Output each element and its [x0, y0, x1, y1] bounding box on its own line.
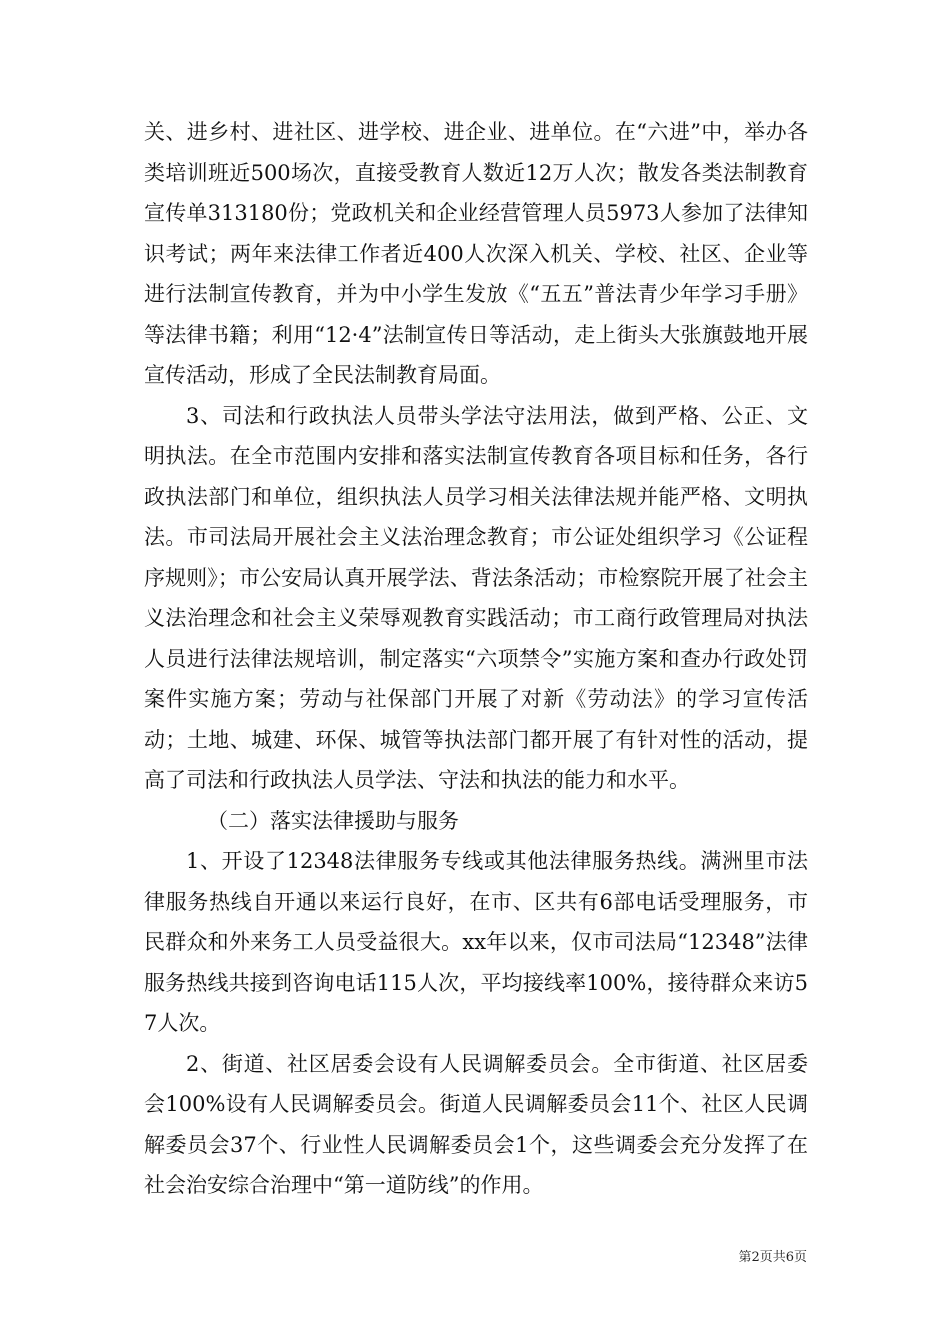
page-number-footer: 第2页共6页: [738, 1250, 807, 1265]
paragraph-item-3: 3、司法和行政执法人员带头学法守法用法，做到严格、公正、文明执法。在全市范围内安排和落实法制宣传教育各项目标和任务，各行政执法部门和单位，组织执法人员学习相关法律法规并能严格、文明执法。市司法局开展社会主义法治理念教育；市公证处组织学习《公证程序规则》；市公安局认真开展学法、背法条活动；市检察院开展了社会主义法治理念和社会主义荣辱观教育实践活动；市工商行政管理局对执法人员进行法律法规培训，制定落实“六项禁令”实施方案和查办行政处罚案件实施方案；劳动与社保部门开展了对新《劳动法》的学习宣传活动；土地、城建、环保、城管等执法部门都开展了有针对性的活动，提高了司法和行政执法人员学法、守法和执法的能力和水平。: [144, 403, 808, 792]
paragraph-intro-continued: 关、进乡村、进社区、进学校、进企业、进单位。在“六进”中，举办各类培训班近500场次，直接受教育人数近12万人次；散发各类法制教育宣传单313180份；党政机关和企业经营管理人员5973人参加了法律知识考试；两年来法律工作者近400人次深入机关、学校、社区、企业等进行法制宣传教育，并为中小学生发放《“五五”普法青少年学习手册》等法律书籍；利用“12·4”法制宣传日等活动，走上街头大张旗鼓地开展宣传活动，形成了全民法制教育局面。: [144, 120, 808, 387]
document-body: [144, 112, 808, 1206]
paragraph-item-1: 1、开设了12348法律服务专线或其他法律服务热线。满洲里市法律服务热线自开通以来运行良好，在市、区共有6部电话受理服务，市民群众和外来务工人员受益很大。xx年以来，仅市司法局“12348”法律服务热线共接到咨询电话115人次，平均接线率100%，接待群众来访57人次。: [144, 849, 808, 1035]
section-heading-legal-aid: （二）落实法律援助与服务: [207, 808, 459, 833]
paragraph-item-2: 2、街道、社区居委会设有人民调解委员会。全市街道、社区居委会100%设有人民调解委员会。街道人民调解委员会11个、社区人民调解委员会37个、行业性人民调解委员会1个，这些调委会充分发挥了在社会治安综合治理中“第一道防线”的作用。: [144, 1051, 808, 1197]
